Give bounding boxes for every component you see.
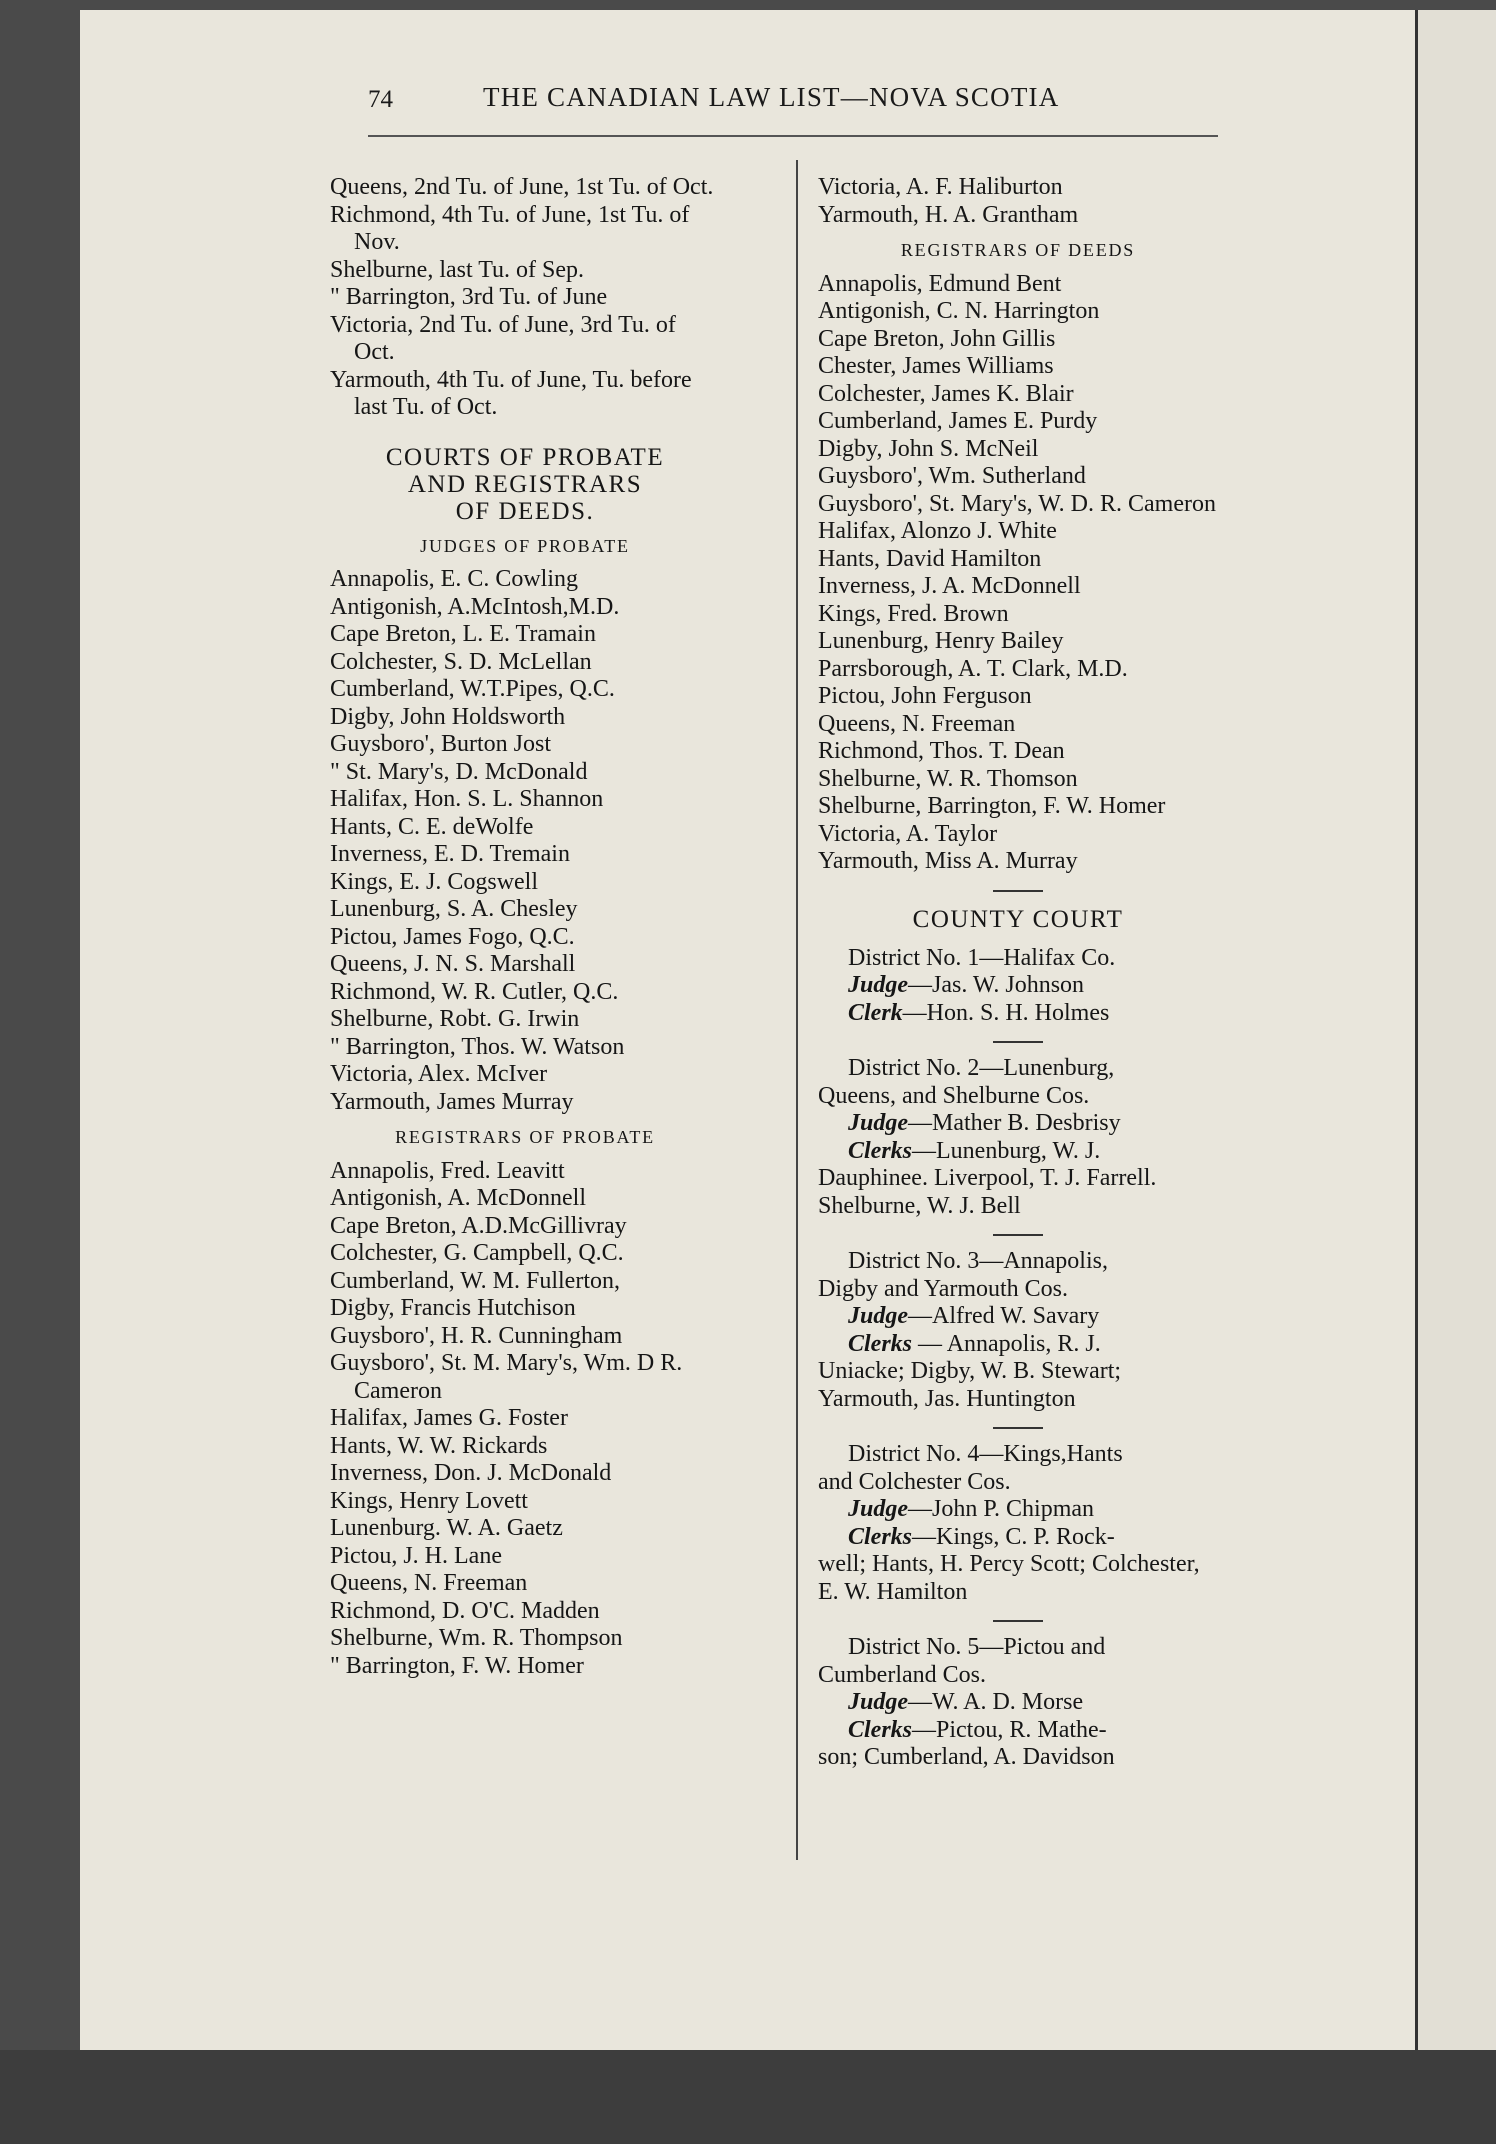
judge-entry: Pictou, James Fogo, Q.C. [330, 923, 575, 950]
registrar-entry: Shelburne, Wm. R. Thompson [330, 1625, 623, 1651]
clerk-line [818, 1138, 1218, 1166]
deeds-entry: Shelburne, Barrington, F. W. Homer [818, 793, 1166, 819]
clerk-role: Clerks [848, 1137, 913, 1164]
judge-entry: Hants, C. E. deWolfe [330, 813, 534, 840]
term-entry: Shelburne, last Tu. of Sep. [330, 256, 585, 283]
district-title: District No. 2—Lunenburg, [848, 1055, 1115, 1081]
clerk-line [818, 1331, 1218, 1359]
deeds-entry: Pictou, John Ferguson [818, 683, 1032, 709]
judge-entry: Queens, J. N. S. Marshall [330, 951, 576, 977]
deeds-entry: Chester, James Williams [818, 353, 1054, 379]
registrar-entry: Cape Breton, A.D.McGillivray [330, 1212, 627, 1239]
judge-entry: Annapolis, E. C. Cowling [330, 566, 579, 592]
district-title-cont: and Colchester Cos. [818, 1468, 1011, 1495]
registrar-entry: Cumberland, W. M. Fullerton, [330, 1267, 620, 1294]
judge-role: Judge [848, 1689, 908, 1715]
clerk-line [818, 1000, 1218, 1028]
registrar-entry: Digby, Francis Hutchison [330, 1295, 576, 1321]
county-court-heading: COUNTY COURT [912, 905, 1124, 933]
judge-line [818, 1689, 1218, 1717]
judge-entry: Digby, John Holdsworth [330, 703, 566, 730]
clerk-line [818, 1717, 1218, 1745]
registrar-entry: Queens, N. Freeman [330, 1570, 528, 1596]
registrar-entry: Annapolis, Fred. Leavitt [330, 1157, 565, 1184]
judge-line [818, 1303, 1218, 1331]
district-title: District No. 5—Pictou and [848, 1634, 1106, 1660]
judge-role: Judge [848, 1303, 908, 1329]
deeds-entry: Colchester, James K. Blair [818, 380, 1074, 407]
deeds-entry: Lunenburg, Henry Bailey [818, 628, 1064, 654]
term-entry: " Barrington, 3rd Tu. of June [330, 284, 608, 310]
clerk-cont: Dauphinee. Liverpool, T. J. Farrell. Shelburne, W. J. Bell [818, 1165, 1157, 1219]
district-title: District No. 4—Kings,Hants [848, 1441, 1123, 1467]
clerk-name: —Hon. S. H. Holmes [902, 999, 1110, 1026]
clerk-line [818, 1524, 1218, 1552]
header-rule [368, 135, 1218, 137]
right-column [818, 174, 1218, 1772]
registrar-entry: Guysboro', St. M. Mary's, Wm. D R. Cameron [330, 1350, 683, 1404]
clerk-cont: Uniacke; Digby, W. B. Stewart; Yarmouth, Jas. Huntington [818, 1358, 1122, 1412]
judge-name: —W. A. D. Morse [908, 1689, 1084, 1715]
judge-line [818, 1110, 1218, 1138]
deeds-entry: Antigonish, C. N. Harrington [818, 298, 1100, 324]
district-title-cont: Digby and Yarmouth Cos. [818, 1275, 1069, 1302]
registrars-of-deeds-heading: REGISTRARS OF DEEDS [900, 240, 1136, 260]
running-title: THE CANADIAN LAW LIST—NOVA SCOTIA [483, 82, 1060, 112]
district-divider [993, 1620, 1043, 1622]
registrar-entry: Richmond, D. O'C. Madden [330, 1597, 600, 1624]
judge-role: Judge [848, 1110, 908, 1136]
deeds-entry: Inverness, J. A. McDonnell [818, 573, 1081, 599]
registrar-entry: Antigonish, A. McDonnell [330, 1185, 586, 1211]
judge-entry: Colchester, S. D. McLellan [330, 648, 592, 675]
deeds-entry: Queens, N. Freeman [818, 710, 1016, 737]
judges-of-probate-heading: JUDGES OF PROBATE [420, 535, 630, 556]
judge-entry: Richmond, W. R. Cutler, Q.C. [330, 978, 619, 1005]
registrar-entry: Hants, W. W. Rickards [330, 1432, 548, 1459]
deeds-entry: Victoria, A. Taylor [818, 820, 998, 847]
judge-entry: Cumberland, W.T.Pipes, Q.C. [330, 676, 615, 702]
term-entry: Queens, 2nd Tu. of June, 1st Tu. of Oct. [330, 174, 714, 200]
judge-line [818, 972, 1218, 1000]
deeds-entry: Digby, John S. McNeil [818, 435, 1039, 462]
page-number: 74 [368, 86, 393, 113]
judge-entry: " Barrington, Thos. W. Watson [330, 1033, 625, 1060]
clerk-cont: well; Hants, H. Percy Scott; Colchester, E. W. Hamilton [818, 1551, 1200, 1605]
term-entry: Victoria, 2nd Tu. of June, 3rd Tu. of Oct. [330, 311, 676, 365]
district-block [818, 1248, 1218, 1413]
judge-entry: Yarmouth, James Murray [330, 1088, 574, 1115]
registrar-entry: Halifax, James G. Foster [330, 1405, 568, 1431]
term-entry: Richmond, 4th Tu. of June, 1st Tu. of Nov. [330, 201, 690, 255]
section-heading-line: OF DEEDS. [455, 497, 595, 525]
district-divider [993, 1041, 1043, 1043]
district-block [818, 945, 1218, 1028]
deeds-entry: Kings, Fred. Brown [818, 600, 1009, 627]
judge-entry: Victoria, Alex. McIver [330, 1061, 548, 1087]
registrar-entry: Inverness, Don. J. McDonald [330, 1460, 612, 1486]
judge-name: —Alfred W. Savary [908, 1303, 1100, 1329]
clerk-role: Clerks [848, 1330, 913, 1357]
deeds-entry: Cape Breton, John Gillis [818, 325, 1056, 352]
judge-entry: " St. Mary's, D. McDonald [330, 758, 588, 785]
registrar-entry: Pictou, J. H. Lane [330, 1542, 502, 1569]
clerk-role: Clerks [848, 1523, 913, 1550]
deeds-entry: Hants, David Hamilton [818, 545, 1042, 572]
judge-name: —Jas. W. Johnson [908, 972, 1085, 998]
district-block [818, 1055, 1218, 1220]
clerk-name: —Pictou, R. Mathe- [912, 1716, 1107, 1743]
clerk-role: Clerk [848, 999, 903, 1026]
page-header [368, 82, 1218, 122]
registrar-entry: Kings, Henry Lovett [330, 1487, 528, 1514]
judge-entry: Cape Breton, L. E. Tramain [330, 621, 596, 647]
deeds-entry: Guysboro', Wm. Sutherland [818, 463, 1086, 489]
clerk-role: Clerks [848, 1716, 913, 1743]
column-divider [796, 160, 798, 1860]
registrars-of-probate-heading: REGISTRARS OF PROBATE [395, 1127, 655, 1147]
district-divider [993, 1427, 1043, 1429]
registrar-entry: Guysboro', H. R. Cunningham [330, 1322, 623, 1349]
judge-entry: Inverness, E. D. Tremain [330, 841, 570, 867]
clerk-name: —Kings, C. P. Rock- [912, 1523, 1115, 1550]
registrar-entry: Yarmouth, H. A. Grantham [818, 201, 1079, 228]
clerk-name: —Lunenburg, W. J. [912, 1137, 1101, 1164]
section-heading-line: AND REGISTRARS [407, 470, 643, 498]
book-page [80, 10, 1480, 2120]
judge-line [818, 1496, 1218, 1524]
clerk-name: — Annapolis, R. J. [912, 1330, 1101, 1357]
district-title-cont: Queens, and Shelburne Cos. [818, 1082, 1090, 1109]
section-heading-probate [330, 444, 720, 525]
deeds-entry: Cumberland, James E. Purdy [818, 408, 1098, 434]
facing-page-edge [1418, 10, 1496, 2120]
district-block [818, 1441, 1218, 1606]
district-title-cont: Cumberland Cos. [818, 1661, 986, 1688]
left-column [330, 174, 720, 1680]
judge-entry: Halifax, Hon. S. L. Shannon [330, 786, 604, 812]
deeds-entry: Annapolis, Edmund Bent [818, 270, 1062, 297]
deeds-entry: Halifax, Alonzo J. White [818, 518, 1057, 544]
judge-entry: Kings, E. J. Cogswell [330, 868, 539, 895]
judge-entry: Guysboro', Burton Jost [330, 731, 552, 757]
judge-entry: Lunenburg, S. A. Chesley [330, 896, 578, 922]
judge-entry: Antigonish, A.McIntosh,M.D. [330, 593, 620, 620]
district-title: District No. 1—Halifax Co. [848, 944, 1116, 971]
deeds-entry: Richmond, Thos. T. Dean [818, 738, 1065, 764]
district-title: District No. 3—Annapolis, [848, 1248, 1108, 1274]
registrar-entry: Lunenburg. W. A. Gaetz [330, 1515, 563, 1541]
district-block [818, 1634, 1218, 1772]
judge-role: Judge [848, 972, 908, 998]
judge-entry: Shelburne, Robt. G. Irwin [330, 1006, 580, 1032]
registrar-entry: " Barrington, F. W. Homer [330, 1652, 584, 1679]
judge-name: —Mather B. Desbrisy [908, 1110, 1121, 1136]
deeds-entry: Guysboro', St. Mary's, W. D. R. Cameron [818, 490, 1216, 517]
deeds-entry: Parrsborough, A. T. Clark, M.D. [818, 655, 1128, 682]
deeds-entry: Yarmouth, Miss A. Murray [818, 848, 1078, 874]
scan-background [0, 2050, 1496, 2144]
clerk-cont: son; Cumberland, A. Davidson [818, 1744, 1115, 1770]
term-entry: Yarmouth, 4th Tu. of June, Tu. before last Tu. of Oct. [330, 366, 692, 420]
section-heading-line: COURTS OF PROBATE [385, 443, 665, 471]
registrar-entry: Colchester, G. Campbell, Q.C. [330, 1240, 624, 1266]
deeds-entry: Shelburne, W. R. Thomson [818, 765, 1078, 792]
judge-role: Judge [848, 1496, 908, 1522]
section-divider [993, 890, 1043, 892]
registrar-entry: Victoria, A. F. Haliburton [818, 174, 1063, 200]
district-divider [993, 1234, 1043, 1236]
judge-name: —John P. Chipman [908, 1496, 1095, 1522]
